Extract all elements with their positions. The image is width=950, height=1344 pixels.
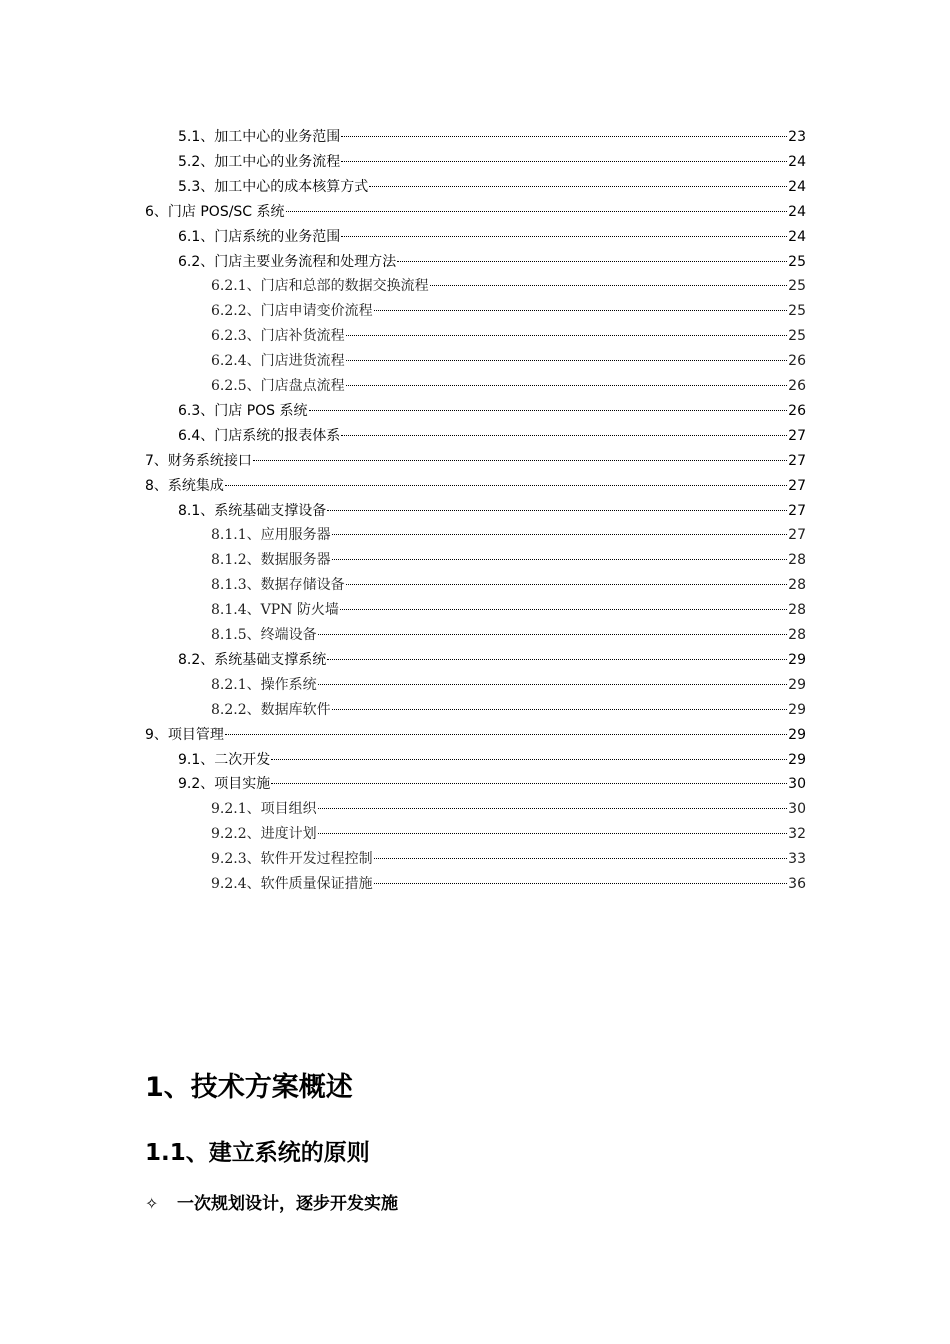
toc-dot-leader — [341, 136, 787, 137]
toc-dot-leader — [327, 510, 787, 511]
toc-entry[interactable] — [178, 151, 806, 173]
toc-dot-leader — [346, 360, 788, 361]
toc-dot-leader — [271, 783, 787, 784]
toc-entry[interactable] — [211, 699, 806, 721]
toc-entry[interactable] — [178, 425, 806, 447]
toc-entry[interactable] — [211, 574, 806, 596]
toc-entry-label: 6.3、门店 POS 系统 — [178, 403, 308, 419]
toc-dot-leader — [369, 186, 787, 187]
toc-entry-label: 8.2.1、操作系统 — [211, 677, 317, 693]
toc-entry-page: 24 — [788, 154, 806, 170]
toc-entry-label: 6.2.4、门店进货流程 — [211, 353, 345, 369]
toc-entry-label: 7、财务系统接口 — [145, 453, 252, 469]
toc-entry-label: 8.1.5、终端设备 — [211, 627, 317, 643]
toc-entry-page: 25 — [788, 303, 806, 319]
toc-entry-page: 28 — [788, 577, 806, 593]
toc-entry-page: 30 — [788, 776, 806, 792]
toc-entry-page: 25 — [788, 278, 806, 294]
toc-entry[interactable] — [211, 823, 806, 845]
toc-entry-page: 26 — [788, 403, 806, 419]
toc-entry[interactable] — [178, 176, 806, 198]
toc-entry-page: 26 — [788, 378, 806, 394]
toc-entry[interactable] — [211, 325, 806, 347]
toc-entry-page: 24 — [788, 204, 806, 220]
toc-entry-label: 8.1.1、应用服务器 — [211, 527, 331, 543]
toc-dot-leader — [286, 211, 788, 212]
toc-entry[interactable] — [211, 674, 806, 696]
toc-entry[interactable] — [145, 724, 806, 746]
toc-entry-label: 8.2、系统基础支撑系统 — [178, 652, 327, 668]
toc-entry-label: 5.2、加工中心的业务流程 — [178, 154, 341, 170]
section-heading-1-1: 1.1、建立系统的原则 — [145, 1140, 370, 1166]
toc-dot-leader — [225, 734, 787, 735]
toc-entry-label: 6、门店 POS/SC 系统 — [145, 204, 285, 220]
toc-dot-leader — [318, 833, 788, 834]
toc-entry[interactable] — [211, 275, 806, 297]
toc-entry-label: 9.2.1、项目组织 — [211, 801, 317, 817]
toc-entry[interactable] — [178, 749, 806, 771]
toc-entry[interactable] — [145, 450, 806, 472]
toc-dot-leader — [341, 435, 787, 436]
toc-entry-label: 9、项目管理 — [145, 727, 224, 743]
toc-entry-label: 6.2.3、门店补货流程 — [211, 328, 345, 344]
toc-entry-label: 9.2.2、进度计划 — [211, 826, 317, 842]
toc-dot-leader — [318, 808, 788, 809]
toc-entry-label: 8.2.2、数据库软件 — [211, 702, 331, 718]
toc-entry-label: 6.4、门店系统的报表体系 — [178, 428, 341, 444]
toc-entry-page: 28 — [788, 552, 806, 568]
toc-entry-page: 28 — [788, 627, 806, 643]
toc-entry-page: 32 — [788, 826, 806, 842]
toc-entry[interactable] — [211, 549, 806, 571]
toc-entry-page: 27 — [788, 428, 806, 444]
toc-entry-page: 27 — [788, 503, 806, 519]
toc-entry[interactable] — [211, 873, 806, 895]
toc-entry[interactable] — [178, 500, 806, 522]
toc-dot-leader — [374, 310, 788, 311]
toc-entry[interactable] — [211, 375, 806, 397]
toc-entry-label: 5.3、加工中心的成本核算方式 — [178, 179, 369, 195]
toc-entry-label: 9.2、项目实施 — [178, 776, 271, 792]
toc-entry-page: 27 — [788, 527, 806, 543]
toc-dot-leader — [225, 485, 787, 486]
toc-entry-page: 25 — [788, 328, 806, 344]
toc-entry[interactable] — [145, 475, 806, 497]
toc-dot-leader — [318, 634, 788, 635]
toc-dot-leader — [397, 261, 787, 262]
toc-entry-page: 29 — [788, 677, 806, 693]
bullet-text: 一次规划设计，逐步开发实施 — [177, 1194, 398, 1214]
toc-entry[interactable] — [211, 350, 806, 372]
toc-entry-page: 29 — [788, 652, 806, 668]
toc-dot-leader — [332, 534, 788, 535]
toc-entry[interactable] — [178, 251, 806, 273]
toc-dot-leader — [318, 684, 788, 685]
toc-entry-page: 24 — [788, 229, 806, 245]
toc-entry-page: 27 — [788, 453, 806, 469]
diamond-star-icon: ✧ — [145, 1194, 159, 1213]
toc-dot-leader — [332, 559, 788, 560]
toc-dot-leader — [309, 410, 788, 411]
toc-dot-leader — [374, 883, 788, 884]
toc-entry-label: 8、系统集成 — [145, 478, 224, 494]
toc-dot-leader — [332, 709, 788, 710]
toc-dot-leader — [341, 161, 787, 162]
toc-dot-leader — [430, 285, 788, 286]
toc-entry-label: 8.1.2、数据服务器 — [211, 552, 331, 568]
toc-entry-label: 6.1、门店系统的业务范围 — [178, 229, 341, 245]
toc-entry-page: 29 — [788, 727, 806, 743]
section-heading-1: 1、技术方案概述 — [145, 1072, 353, 1103]
toc-entry-page: 25 — [788, 254, 806, 270]
toc-entry-label: 6.2.5、门店盘点流程 — [211, 378, 345, 394]
toc-dot-leader — [346, 385, 788, 386]
toc-entry-label: 6.2.1、门店和总部的数据交换流程 — [211, 278, 429, 294]
toc-entry-page: 30 — [788, 801, 806, 817]
toc-entry-page: 27 — [788, 478, 806, 494]
toc-entry[interactable] — [178, 226, 806, 248]
toc-entry[interactable] — [211, 848, 806, 870]
toc-dot-leader — [340, 609, 787, 610]
toc-entry-label: 9.2.3、软件开发过程控制 — [211, 851, 373, 867]
toc-entry-label: 8.1.4、VPN 防火墙 — [211, 602, 339, 618]
toc-entry-page: 29 — [788, 752, 806, 768]
toc-entry-label: 6.2.2、门店申请变价流程 — [211, 303, 373, 319]
toc-dot-leader — [346, 584, 788, 585]
toc-dot-leader — [327, 659, 787, 660]
toc-entry[interactable] — [178, 773, 806, 795]
toc-entry[interactable] — [211, 624, 806, 646]
toc-entry-page: 28 — [788, 602, 806, 618]
toc-entry-page: 26 — [788, 353, 806, 369]
toc-entry-page: 23 — [788, 129, 806, 145]
toc-entry[interactable] — [211, 300, 806, 322]
toc-entry-label: 5.1、加工中心的业务范围 — [178, 129, 341, 145]
toc-entry-page: 33 — [788, 851, 806, 867]
toc-dot-leader — [374, 858, 788, 859]
toc-entry-page: 29 — [788, 702, 806, 718]
toc-entry[interactable] — [211, 798, 806, 820]
toc-dot-leader — [346, 335, 788, 336]
bullet-item — [145, 1191, 398, 1217]
toc-dot-leader — [341, 236, 787, 237]
toc-entry[interactable] — [178, 649, 806, 671]
toc-entry[interactable] — [211, 599, 806, 621]
toc-entry[interactable] — [178, 400, 806, 422]
toc-entry-label: 8.1、系统基础支撑设备 — [178, 503, 327, 519]
toc-entry[interactable] — [211, 524, 806, 546]
toc-entry-page: 24 — [788, 179, 806, 195]
toc-entry-label: 9.2.4、软件质量保证措施 — [211, 876, 373, 892]
toc-dot-leader — [253, 460, 787, 461]
toc-entry-page: 36 — [788, 876, 806, 892]
toc-entry-label: 8.1.3、数据存储设备 — [211, 577, 345, 593]
toc-entry-label: 9.1、二次开发 — [178, 752, 271, 768]
toc-dot-leader — [271, 759, 787, 760]
toc-entry-label: 6.2、门店主要业务流程和处理方法 — [178, 254, 397, 270]
toc-entry[interactable] — [178, 126, 806, 148]
toc-entry[interactable] — [145, 201, 806, 223]
